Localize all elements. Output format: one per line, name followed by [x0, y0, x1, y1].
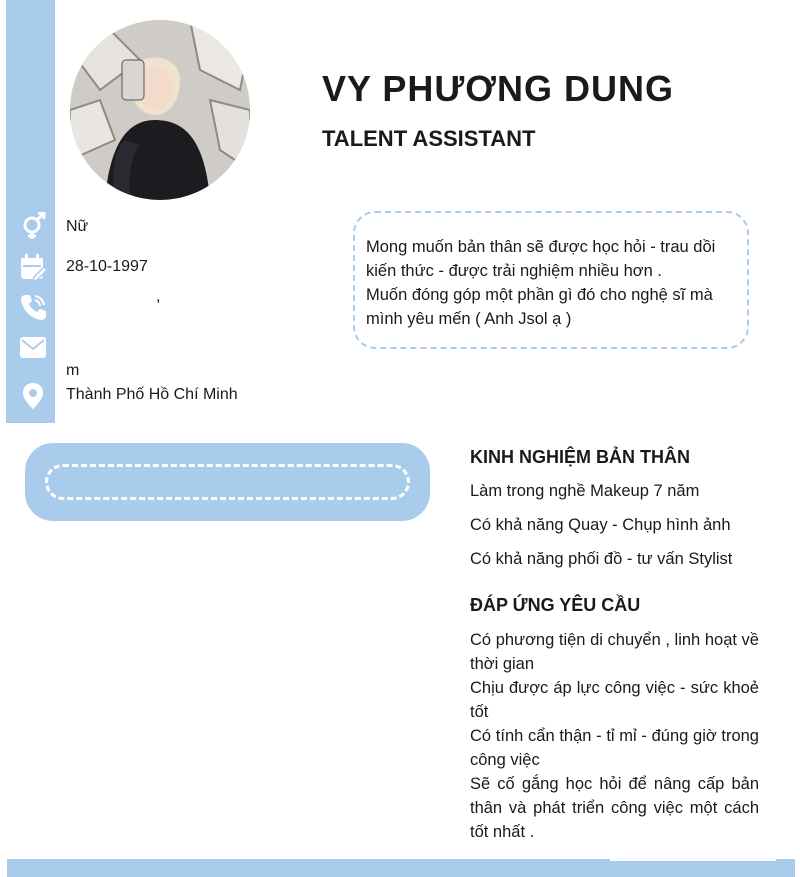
experience-item: Có khả năng phối đồ - tư vấn Stylist — [470, 550, 733, 568]
requirements-heading: ĐÁP ỨNG YÊU CẦU — [470, 595, 641, 615]
footer-notch — [610, 853, 776, 861]
email-icon — [19, 333, 47, 361]
requirement-item: Có tính cẩn thận - tỉ mỉ - đúng giờ trong công việc — [470, 727, 759, 769]
requirement-item: Chịu được áp lực công việc - sức khoẻ tốt — [470, 679, 759, 721]
phone-icon — [19, 293, 47, 321]
requirements-section — [470, 595, 760, 844]
candidate-name: VY PHƯƠNG DUNG — [322, 68, 674, 109]
objective-line-2: Muốn đóng góp một phần gì đó cho nghệ sĩ mà mình yêu mến ( Anh Jsol ạ ) — [366, 286, 713, 328]
experience-heading: KINH NGHIỆM BẢN THÂN — [470, 447, 690, 467]
email-value[interactable]: m — [66, 362, 80, 379]
career-objective — [353, 211, 749, 349]
experience-item: Có khả năng Quay - Chụp hình ảnh — [470, 516, 731, 534]
avatar — [70, 20, 250, 200]
location-icon — [19, 382, 47, 410]
profile-photo — [70, 20, 250, 200]
pill-dashed-outline — [45, 464, 410, 500]
objective-line-1: Mong muốn bản thân sẽ được học hỏi - trau dồi kiến thức - được trải nghiệm nhiều hơn . — [366, 238, 716, 280]
experience-section — [470, 447, 760, 577]
phone-value[interactable]: , — [156, 288, 161, 305]
gender-icon — [19, 212, 47, 240]
city-value: Thành Phố Hồ Chí Minh — [66, 386, 238, 403]
requirement-item: Có phương tiện di chuyển , linh hoạt về thời gian — [470, 631, 759, 673]
requirement-item: Sẽ cố gắng học hỏi để nâng cấp bản thân và phát triển công việc một cách tốt nhất . — [470, 775, 759, 841]
footer-strip — [7, 859, 795, 877]
job-title: TALENT ASSISTANT — [322, 126, 536, 151]
decorative-pill — [25, 443, 430, 521]
gender-value: Nữ — [66, 218, 89, 235]
birthdate-value: 28-10-1997 — [66, 258, 148, 275]
calendar-icon — [19, 253, 47, 281]
experience-item: Làm trong nghề Makeup 7 năm — [470, 482, 700, 500]
